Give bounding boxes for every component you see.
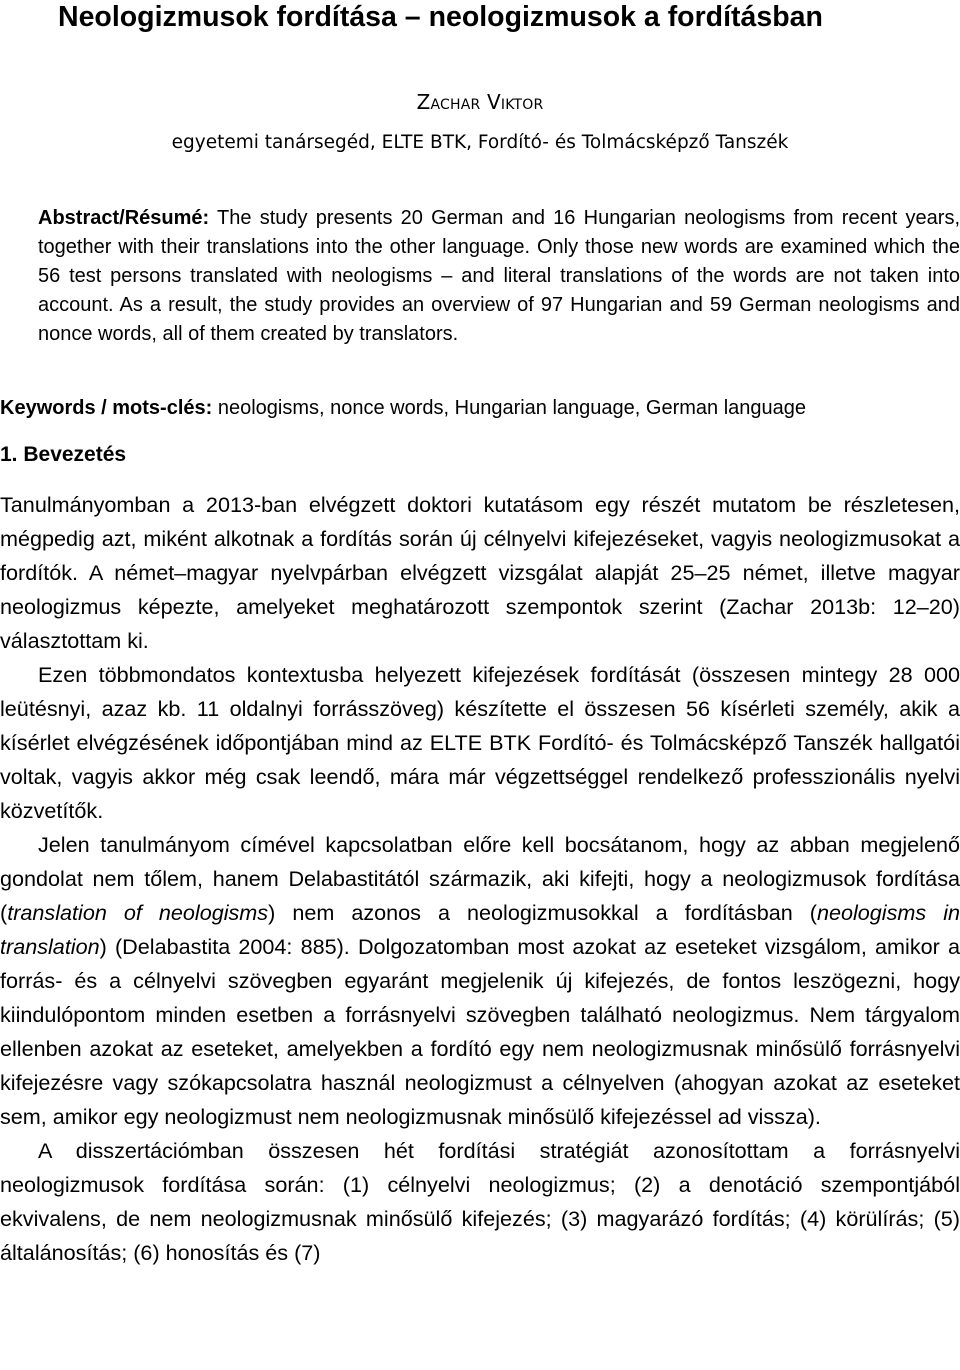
paragraph xyxy=(0,828,960,1134)
paragraph: A disszertációmban összesen hét fordítási stratégiát azonosítottam a forrásnyelvi neologizmusok fordítása során: (1) célnyelvi neologizmus; (2) a denotáció szempontjából ekvivalens, de nem neologizmusnak minősülő kifejezés; (3) magyarázó fordítás; (4) körülírás; (5) általánosítás; (6) honosítás és (7) xyxy=(0,1138,960,1265)
author-name: Zachar Viktor xyxy=(416,90,544,114)
paragraph-text: Jelen tanulmányom címével kapcsolatban előre kell bocsátanom, hogy az abban megjelenő gondolat nem tőlem, hanem Delabastitától származik, aki kifejti, hogy a neologizmusok fordítása ( xyxy=(0,832,960,925)
keywords xyxy=(0,394,960,423)
paragraph-text: ) (Delabastita 2004: 885). Dolgozatomban most azokat az eseteket vizsgálom, amikor a forrás- és a célnyelvi szövegben egyaránt megjelenik új kifejezés, de fontos leszögezni, hogy kiindulópontom minden esetben a forrásnyelvi szövegben található neologizmus. Nem tárgyalom ellenben azokat az eseteket, amelyekben a fordító egy nem neologizmusnak minősülő forrásnyelvi kifejezésre vagy szókapcsolatra használ neologizmust a célnyelven (ahogyan azokat az eseteket sem, amikor egy neologizmust nem neologizmusnak minősülő kifejezéssel ad vissza). xyxy=(0,934,960,1129)
body-text xyxy=(0,488,960,1270)
abstract xyxy=(38,204,960,349)
keywords-label: Keywords / mots-clés: xyxy=(0,397,213,419)
italic-term: neologisms in translation xyxy=(0,900,960,959)
abstract-text: The study presents 20 German and 16 Hungarian neologisms from recent years, together with their translations into the other language. Only those new words are examined which the 56 test persons translated with neologisms – and literal translations of the words are not taken into account. As a result, the study provides an overview of 97 Hungarian and 59 German neologisms and nonce words, all of them created by translators. xyxy=(38,207,960,345)
paragraph: Tanulmányomban a 2013-ban elvégzett doktori kutatásom egy részét mutatom be részletesen, mégpedig azt, miként alkotnak a fordítás során új célnyelvi kifejezéseket, vagyis neologizmusokat a fordítók. A német–magyar nyelvpárban elvégzett vizsgálat alapját 25–25 német, illetve magyar neologizmus képezte, amelyeket meghatározott szempontok szerint (Zachar 2013b: 12–20) választottam ki. xyxy=(0,492,960,653)
italic-term: translation of neologisms xyxy=(7,900,269,925)
paper-title: Neologizmusok fordítása – neologizmusok a fordításban xyxy=(58,1,823,33)
keywords-text: neologisms, nonce words, Hungarian language, German language xyxy=(217,397,807,419)
paragraph: Ezen többmondatos kontextusba helyezett kifejezések fordítását (összesen mintegy 28 000 leütésnyi, azaz kb. 11 oldalnyi forrásszöveg) készítette el összesen 56 kísérleti személy, akik a kísérlet elvégzésének időpontjában mind az ELTE BTK Fordító- és Tolmácsképző Tanszék hallgatói voltak, vagyis akkor még csak leendő, mára már végzettséggel rendelkező professzionális nyelvi közvetítők. xyxy=(0,662,960,823)
paragraph-text: ) nem azonos a neologizmusokkal a fordításban ( xyxy=(268,900,817,925)
author-affiliation: egyetemi tanársegéd, ELTE BTK, Fordító- és Tolmácsképző Tanszék xyxy=(171,132,789,153)
section-heading: 1. Bevezetés xyxy=(0,443,127,466)
abstract-label: Abstract/Résumé: xyxy=(38,207,210,229)
